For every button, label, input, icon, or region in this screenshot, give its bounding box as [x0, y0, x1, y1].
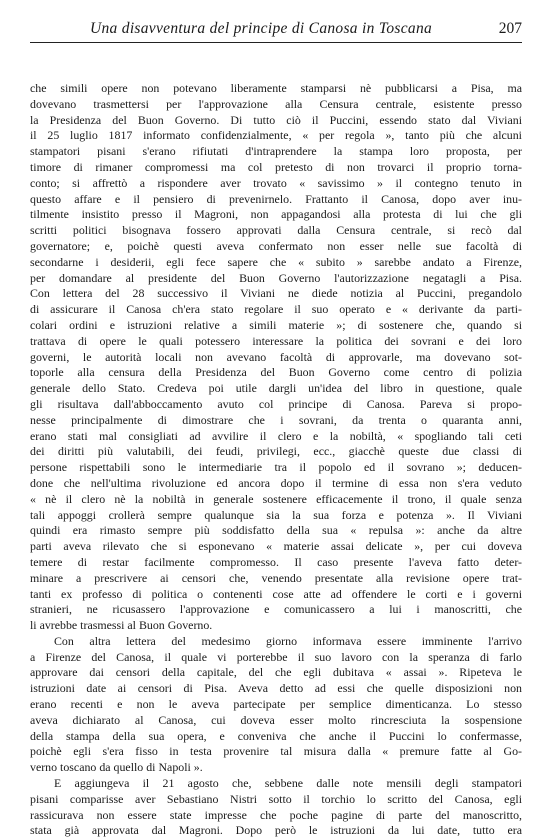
- text-line: la Presidenza del Buon Governo. Di tutto ciò il Puccini, essendo stato dal Viviani: [30, 112, 522, 127]
- text-line: erano recenti e non le aveva partecipate per semplice dimenticanza. Lo stesso: [30, 697, 522, 712]
- text-line: che simili opere non potevano liberamente stamparsi nè pubblicarsi a Pisa, ma: [30, 81, 522, 95]
- text-line: secondarne i desiderii, egli fece sapere che « subito » sarebbe andato a Firenze,: [30, 254, 522, 269]
- paragraph: [30, 776, 522, 839]
- text-line: dovevano trasmettersi per l'approvazione alla Censura centrale, esistente presso: [30, 96, 522, 111]
- text-line: tanti ex professo di politica o contenenti cose atte ad offendere le corti e i governi: [30, 586, 522, 601]
- text-line: persone rispettabili sono le intermediarie tra il popolo ed il sovrano »; deducen-: [30, 460, 522, 475]
- text-line: gli risultava dall'abboccamento avuto col principe di Canosa. Pareva si propo-: [30, 396, 522, 411]
- text-line: scritti politici bisognava fossero approvati dalla Censura centrale, si recò dal: [30, 223, 522, 238]
- text-line: stranieri, ne ricusassero l'approvazione e comunicassero a lui i manoscritti, che: [30, 602, 522, 617]
- text-line: governi, le autorità locali non avevano facoltà di approvarle, ma dovevano sot-: [30, 349, 522, 364]
- paragraph: [30, 81, 522, 634]
- text-line: per domandare al presidente del Buon Governo l'autorizzazione negatagli a Pisa.: [30, 270, 522, 285]
- paragraph: [30, 634, 522, 776]
- page-number: 207: [498, 20, 522, 37]
- text-line: toporle alla censura della Presidenza del Buon Governo come centro di polizia: [30, 365, 522, 380]
- running-header: [30, 20, 522, 43]
- text-line: li avrebbe trasmessi al Buon Governo.: [30, 618, 213, 633]
- text-line: rassicurava non essere state impresse che poche pagine di parte del manoscritto,: [30, 807, 522, 822]
- text-line: « nè il clero nè la nobiltà in generale sostenere efficacemente il trono, il quale senza: [30, 491, 522, 506]
- text-line: conto; si affrettò a rispondere aver trovato « savissimo » il contegno tenuto in: [30, 175, 522, 190]
- text-line: erano stati mal consigliati ad avvilire il clero e la nobiltà, « spogliando tali ceti: [30, 428, 522, 443]
- text-line: E aggiungeva il 21 agosto che, sebbene dalle note mensili degli stampatori: [54, 776, 522, 791]
- text-line: istruzioni date ai censori di Pisa. Aveva detto ad essi che quelle disposizioni non: [30, 681, 522, 696]
- body-text: [30, 81, 522, 839]
- text-line: Con altra lettera del medesimo giorno informava essere imminente l'arrivo: [54, 633, 522, 648]
- text-line: di assicurare il Canosa ch'era stato regolare il suo operato e « derivante da parti-: [30, 302, 522, 317]
- text-line: colari ordini e istruzioni relative a simili materie »; di sostenere che, quando si: [30, 317, 522, 332]
- text-line: stampatori pisani s'erano rifiutati d'intraprendere la stampa loro proposta, per: [30, 144, 522, 159]
- text-line: trattava di opere le quali potessero interessare la politica dei sovrani e dei loro: [30, 333, 522, 348]
- running-title: Una disavventura del principe di Canosa in Toscana: [90, 20, 433, 37]
- text-line: approvare dai censori della capitale, del che egli dubitava « assai ». Ripeteva le: [30, 665, 522, 680]
- text-line: governatore; e, poichè questi aveva confermato non esser nelle sue facoltà di: [30, 238, 522, 253]
- text-line: a Firenze del Canosa, il quale vi porterebbe il suo lavoro con la speranza di farlo: [30, 649, 522, 664]
- text-line: il 25 luglio 1817 informato confidenzialmente, « per regola », tanto più che alcuni: [30, 128, 522, 143]
- text-line: questo affare e il pensiero di prevenirnelo. Frattanto il Canosa, dopo aver inu-: [30, 191, 522, 206]
- text-line: poichè egli s'era fisso in testa provenire tal misura dalla « premure fatte al Go-: [30, 744, 522, 759]
- text-line: quindi era rimasto sempre più soddisfatto della sua « repulsa »: anche da altre: [30, 523, 522, 538]
- text-line: done che nell'ultima rivoluzione ed ancora dopo il termine di essa non s'era veduto: [30, 475, 522, 490]
- text-line: verno toscano da quello di Napoli ».: [30, 760, 203, 775]
- text-line: aveva dichiarato al Canosa, cui doveva esser molto rincresciuta la sospensione: [30, 712, 522, 727]
- text-line: tilmente insistito presso il Magroni, non appagandosi alla protesta di lui che gli: [30, 207, 522, 222]
- text-line: minare a prescrivere ai censori che, venendo presentate alla revisione opere trat-: [30, 570, 522, 585]
- text-line: della stampa della sua opera, e conveniva che anche il Puccini lo confermasse,: [30, 728, 522, 743]
- text-line: Con lettera del 28 successivo il Viviani ne diede notizia al Puccini, pregandolo: [30, 286, 522, 301]
- text-line: stata già approvata dal Magroni. Dopo però le istruzioni da lui date, tutto era: [30, 823, 522, 838]
- text-line: timore di rimaner compromessi ma col pretesto di non trovarci il proprio torna-: [30, 159, 522, 174]
- text-line: parti aveva rilevato che si esponevano « materie assai delicate », per cui doveva: [30, 539, 522, 554]
- text-line: temere di restar facilmente compromesso. Il caso presente l'aveva fatto deter-: [30, 554, 522, 569]
- text-line: pisani comparisse aver Sebastiano Nistri sotto il torchio lo scritto del Canosa, egli: [30, 791, 522, 806]
- text-line: generale dello Stato. Credeva poi utile dargli un'idea del libro in questione, quale: [30, 381, 522, 396]
- text-line: nesse principalmente di dimostrare che i sovrani, da trenta o quaranta anni,: [30, 412, 522, 427]
- text-line: tali appoggi crollerà sempre qualunque sia la sua forza e potenza ». Il Viviani: [30, 507, 522, 522]
- text-line: dei diritti più valutabili, dei feudi, privilegi, ecc., giacchè queste due classi di: [30, 444, 522, 459]
